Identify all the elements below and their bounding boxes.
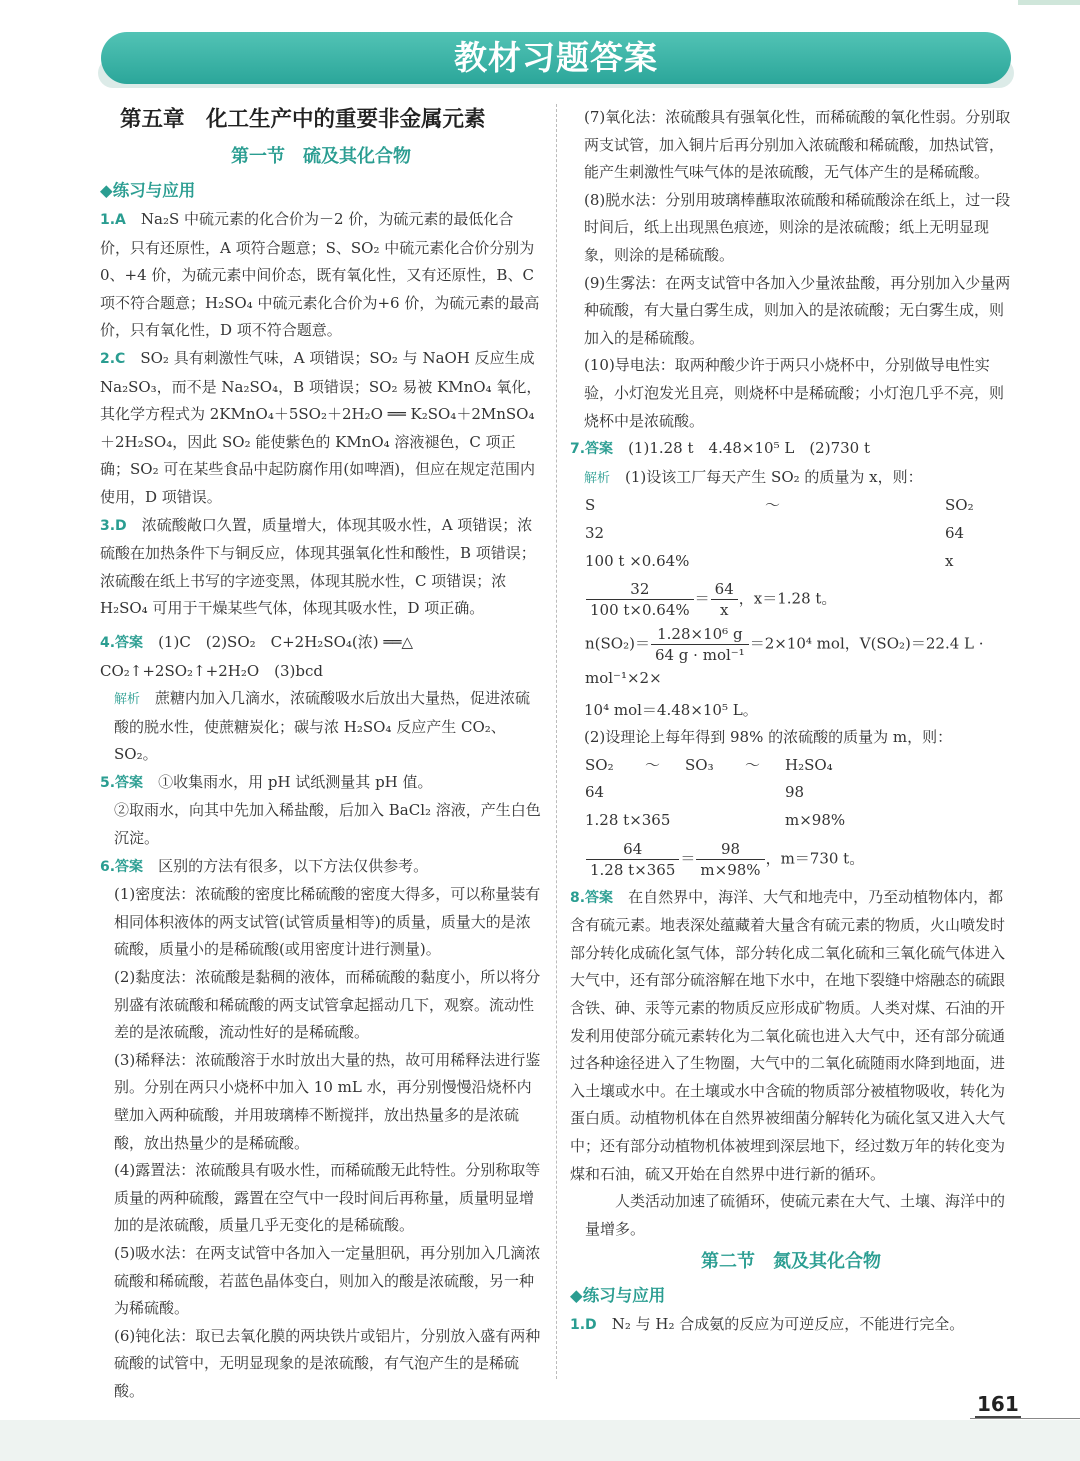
left-column (100, 104, 542, 1406)
method-9: (9)生雾法：在两支试管中各加入少量浓盐酸，再分别加入少量两种硫酸，有大量白雾生成，则加入的是浓硫酸；无白雾生成，则加入的是稀硫酸。 (584, 273, 1011, 347)
practice-title: ◆练习与应用 (100, 181, 196, 200)
banner-title: 教材习题答案 (101, 32, 1011, 84)
equation-2: n(SO₂)＝ $\frac{\text{1.28×10⁶ g}}{\text{64 g · mol⁻¹}}$ ＝2×10⁴ mol，V(SO₂)＝22.4 L · mol⁻¹×2× (585, 625, 984, 688)
question-1: 1.A Na₂S 中硫元素的化合价为－2 价，为硫元素的最低化合价，只有还原性，A 项符合题意；S、SO₂ 中硫元素化合价分别为 0、+4 价，为硫元素中间价态，既有氧化性，又有还原性，B、C 项不符合题意；H₂SO₄ 中硫元素化合价为+6 价，为硫元素的最高价，只有氧化性，D 项不符合题意。 (100, 210, 540, 340)
section-title-1: 第一节 硫及其化合物 (231, 146, 411, 167)
question-6: 6.答案 区别的方法有很多，以下方法仅供参考。 (100, 856, 429, 875)
question-3: 3.D 浓硫酸敞口久置，质量增大，体现其吸水性，A 项错误；浓硫酸在加热条件下与铜反应，体现其强氧化性和酸性，B 项错误；浓硫酸在纸上书写的字迹变黑，体现其脱水性，C 项错误；浓 H₂SO₄ 可用于干燥某些气体，体现其吸水性，D 项正确。 (100, 515, 536, 618)
footer-line (970, 1418, 1080, 1419)
relation-row-1: S ～ SO₂ (585, 496, 974, 515)
method-7: (7)氧化法：浓硫酸具有强氧化性，而稀硫酸的氧化性弱。分别取两支试管，加入铜片后再分别加入浓硫酸和稀硫酸，加热试管，能产生刺激性气味气体的是浓硫酸，无气体产生的是稀硫酸。 (584, 108, 1011, 182)
method-2: (2)黏度法：浓硫酸是黏稠的液体，而稀硫酸的黏度小，所以将分别盛有浓硫酸和稀硫酸的两支试管拿起摇动几下，观察。流动性差的是浓硫酸，流动性好的是稀硫酸。 (114, 968, 541, 1042)
sulfur-row-3: 1.28 t×365 m×98% (585, 811, 846, 830)
question-5: 5.答案 ①收集雨水，用 pH 试纸测量其 pH 值。 (100, 772, 433, 791)
method-4: (4)露置法：浓硫酸具有吸水性，而稀硫酸无此特性。分别称取等质量的两种硫酸，露置在空气中一段时间后再称量，质量明显增加的是浓硫酸，质量几乎无变化的是稀硫酸。 (114, 1161, 541, 1235)
method-8: (8)脱水法：分别用玻璃棒蘸取浓硫酸和稀硫酸涂在纸上，过一段时间后，纸上出现黑色痕迹，则涂的是浓硫酸；纸上无明显现象，则涂的是稀硫酸。 (584, 190, 1011, 264)
section-title-2: 第二节 氮及其化合物 (701, 1251, 881, 1273)
method-10: (10)导电法：取两种酸少许于两只小烧杯中，分别做导电性实验，小灯泡发光且亮，则烧杯中是稀硫酸；小灯泡几乎不亮，则烧杯中是浓硫酸。 (584, 356, 1005, 430)
method-3: (3)稀释法：浓硫酸溶于水时放出大量的热，故可用稀释法进行鉴别。分别在两只小烧杯中加入 10 mL 水，再分别慢慢沿烧杯内壁加入两种硫酸，并用玻璃棒不断搅拌，放出热量多的是浓硫酸，放出热量少的是稀硫酸。 (114, 1050, 541, 1152)
section2-question-1: 1.D N₂ 与 H₂ 合成氨的反应为可逆反应，不能进行完全。 (570, 1315, 965, 1334)
question-4: 4.答案 (1)C (2)SO₂ C+2H₂SO₄(浓) ══△ CO₂↑+2SO₂↑+2H₂O (3)bcd (100, 632, 413, 680)
question-7-part2: (2)设理论上每年得到 98% 的浓硫酸的质量为 m，则： (584, 728, 953, 747)
relation-row-2: 32 64 (585, 523, 965, 542)
right-column (570, 104, 1012, 1340)
practice-title-2: ◆练习与应用 (570, 1286, 666, 1306)
question-5-part2: ②取雨水，向其中先加入稀盐酸，后加入 BaCl₂ 溶液，产生白色沉淀。 (114, 801, 541, 848)
method-5: (5)吸水法：在两支试管中各加入一定量胆矾，再分别加入几滴浓硫酸和稀硫酸，若蓝色晶体变白，则加入的酸是浓硫酸，另一种为稀硫酸。 (114, 1243, 541, 1318)
question-8: 8.答案 在自然界中，海洋、大气和地壳中，乃至动植物体内，都含有硫元素。地表深处蕴藏着大量含有硫元素的物质，火山喷发时部分转化成硫化氢气体，部分转化成二氧化硫和三氧化硫气体进入大气中，还有部分硫溶解在地下水中，在地下裂缝中熔融态的硫跟含铁、砷、汞等元素的物质反应形成矿物质。人类对煤、石油的开发利用使部分硫元素转化为二氧化硫也进入大气中，还有部分硫通过各种途径进入了生物圈，大气中的二氧化硫随雨水降到地面，进入土壤或水中。在土壤或水中含硫的物质部分被植物吸收，转化为蛋白质。动植物机体在自然界被细菌分解转化为硫化氢又进入大气中；还有部分动植物机体被埋到深层地下，经过数万年的转化变为煤和石油，硫又开始在自然界中进行新的循环。 (570, 887, 1006, 1183)
question-8-part2: 人类活动加速了硫循环，使硫元素在大气、土壤、海洋中的量增多。 (585, 1192, 1006, 1238)
method-1: (1)密度法：浓硫酸的密度比稀硫酸的密度大得多，可以称量装有相同体积液体的两支试管(试管质量相等)的质量，质量大的是浓硫酸，质量小的是稀硫酸(或用密度计进行测量)。 (114, 885, 541, 959)
sulfur-row-2: 64 98 (585, 783, 805, 802)
sulfur-row-1: SO₂ ～ SO₃ ～ H₂SO₄ (585, 755, 833, 774)
equation-1: $\frac{32}{100 t\times 0.64\%}$ ＝ $\frac{64}{x}$ ，x＝1.28 t。 (570, 579, 1012, 620)
equation-3: 10⁴ mol＝4.48×10⁵ L。 (584, 700, 758, 719)
relation-row-3: 100 t ×0.64% x (585, 551, 954, 570)
equation-4: $\frac{64}{1.28 t\times 365}$ ＝ $\frac{98}{m\times 98\%}$ ，m＝730 t。 (570, 839, 1012, 880)
question-7: 7.答案 (1)1.28 t 4.48×10⁵ L (2)730 t (570, 439, 870, 458)
question-4-explanation: 解析 蔗糖内加入几滴水，浓硫酸吸水后放出大量热，促进浓硫酸的脱水性，使蔗糖炭化；碳与浓 H₂SO₄ 反应产生 CO₂、SO₂。 (114, 689, 531, 764)
method-6: (6)钝化法：取已去氧化膜的两块铁片或铝片，分别放入盛有两种硫酸的试管中，无明显现象的是浓硫酸，有气泡产生的是稀硫酸。 (114, 1326, 541, 1400)
chapter-title: 第五章 化工生产中的重要非金属元素 (120, 107, 486, 132)
question-2: 2.C SO₂ 具有刺激性气味，A 项错误；SO₂ 与 NaOH 反应生成 Na₂SO₃，而不是 Na₂SO₄，B 项错误；SO₂ 易被 KMnO₄ 氧化，其化学方程式为 2KMnO₄＋5SO₂＋2H₂O ══ K₂SO₄＋2MnSO₄＋2H₂SO₄，因此 SO₂ 能使紫色的 KMnO₄ 溶液褪色，C 项正确；SO₂ 可在某些食品中起防腐作用(如啤酒)，但应在规定范围内使用，D 项错误。 (100, 348, 542, 506)
corner-decoration (1018, 0, 1080, 5)
page-number: 161 (977, 1392, 1019, 1416)
column-divider (556, 104, 558, 1379)
question-7-explanation: 解析 (1)设该工厂每天产生 SO₂ 的质量为 x，则： (584, 467, 923, 486)
